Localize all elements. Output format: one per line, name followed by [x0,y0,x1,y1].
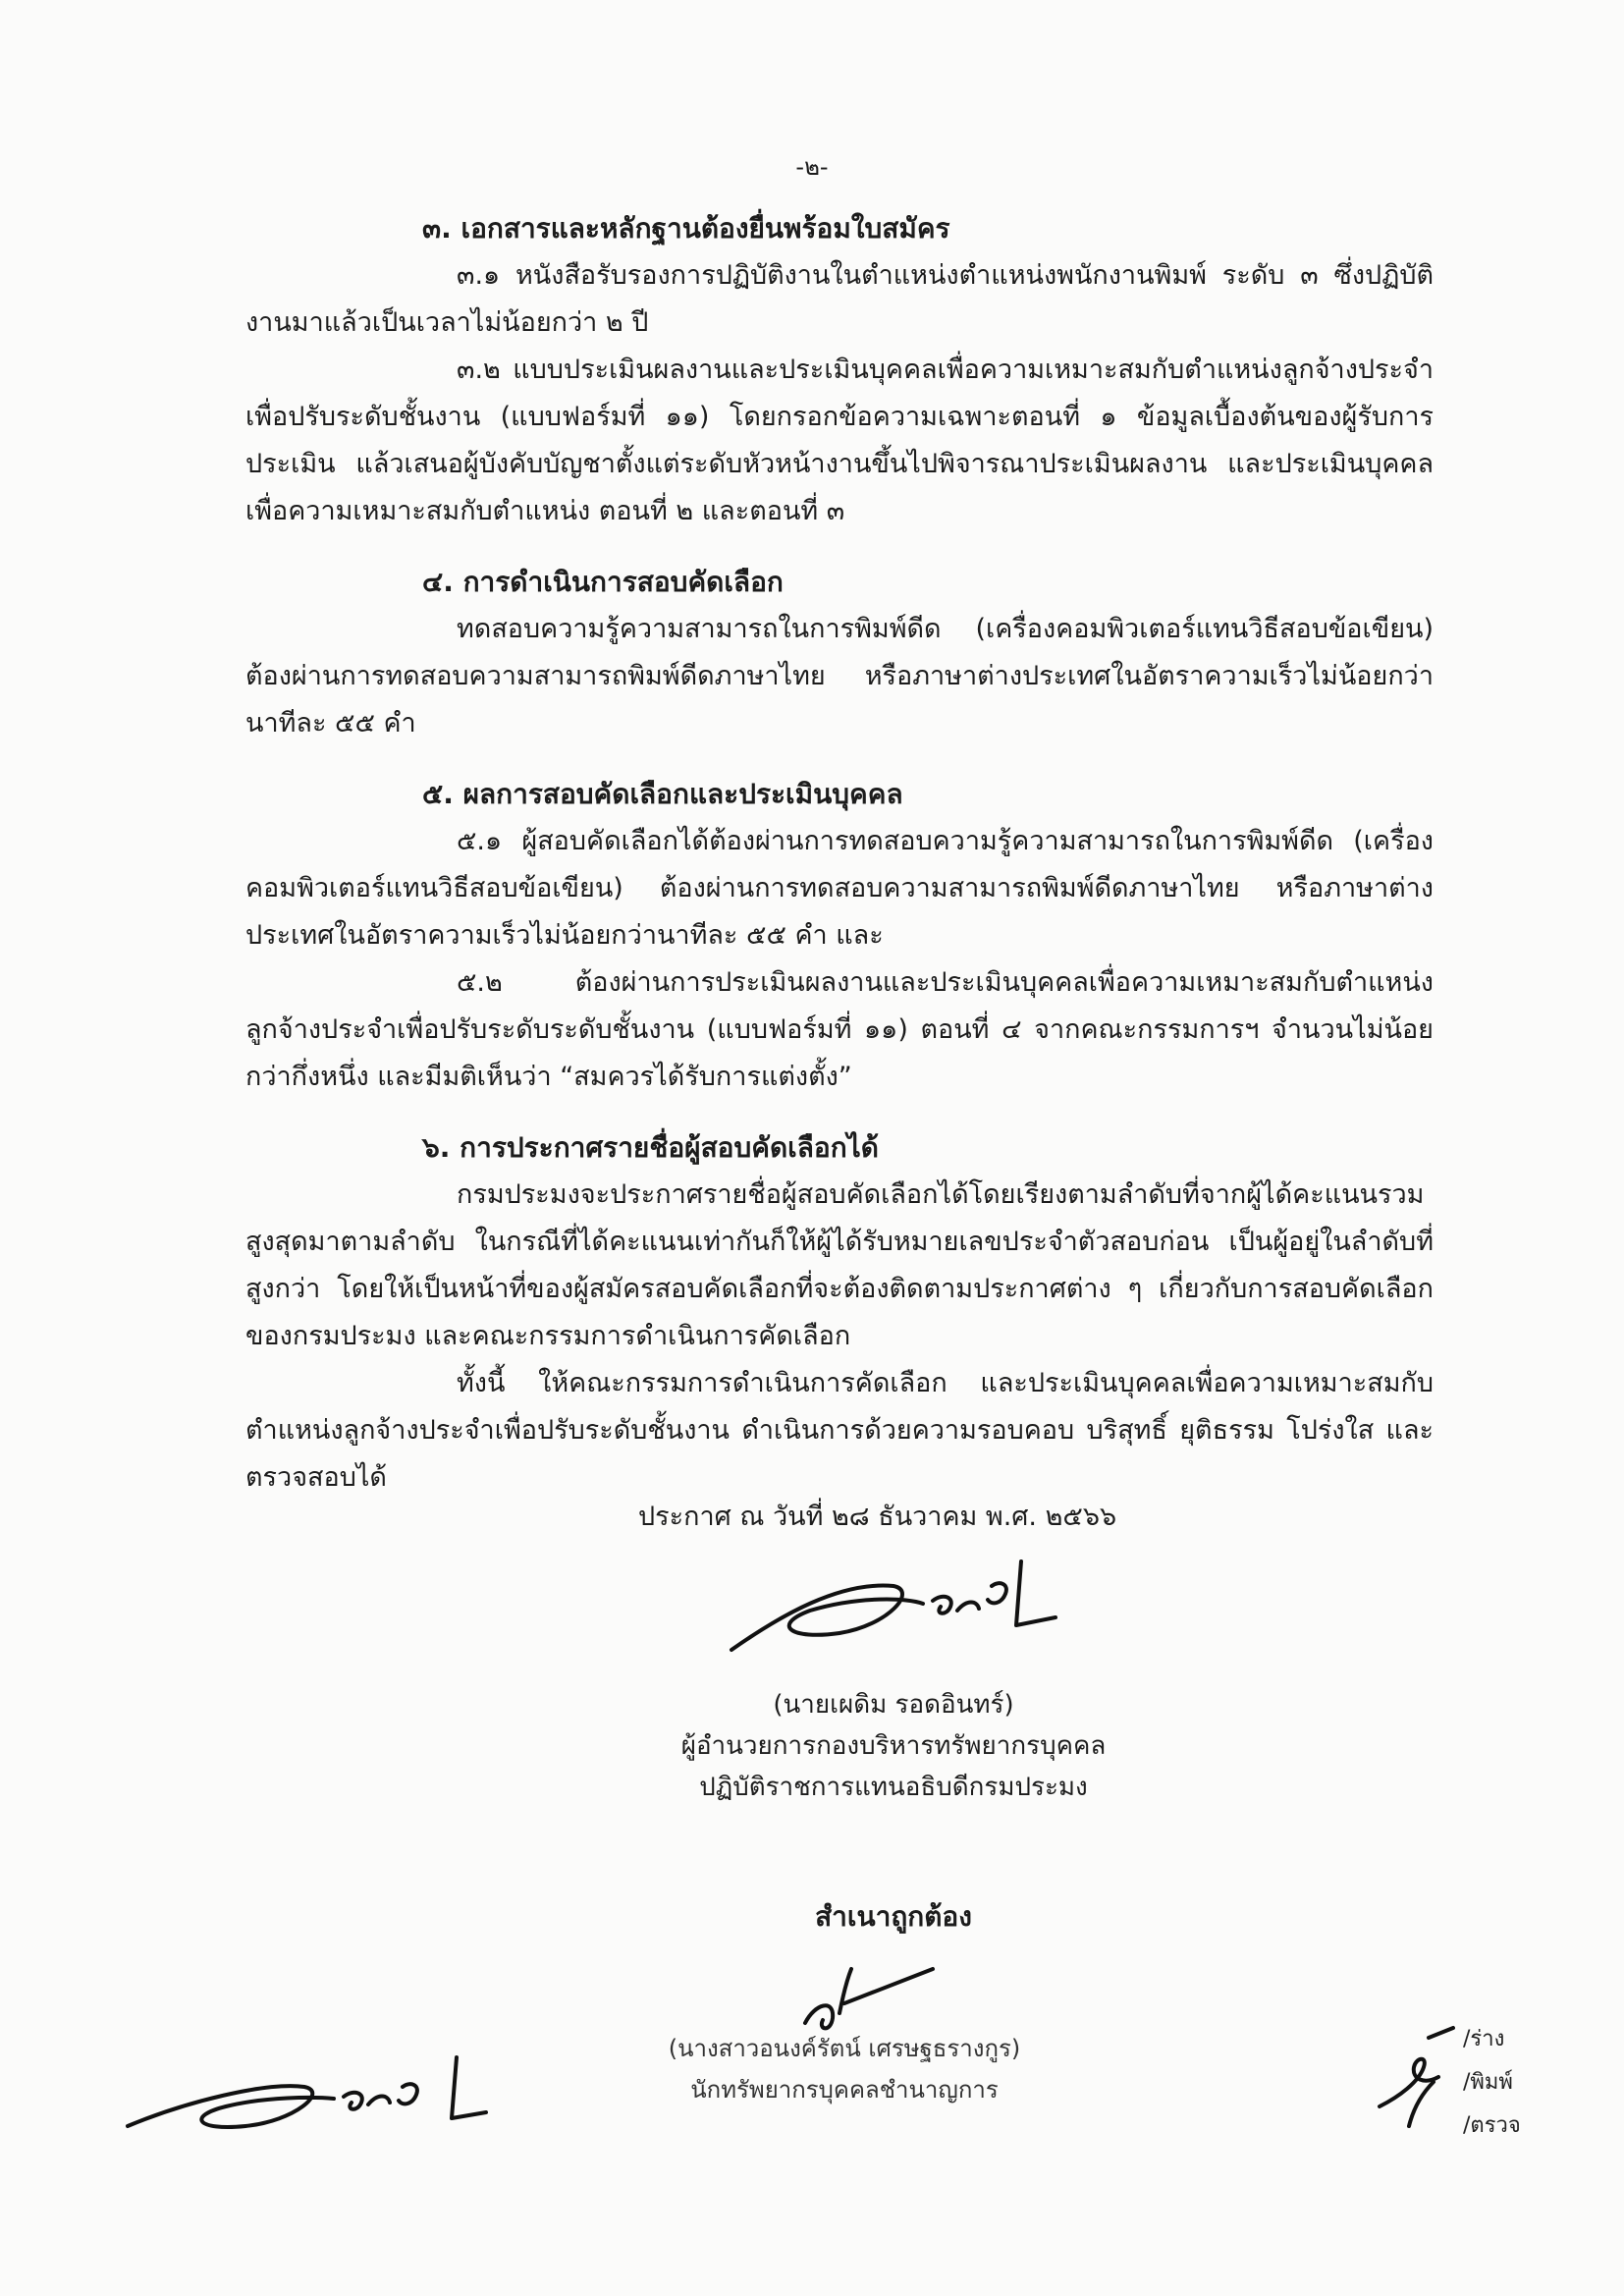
section-heading: ๖. การประกาศรายชื่อผู้สอบคัดเลือกได้ [422,1131,879,1164]
certifier-position: นักทรัพยากรบุคคลชำนาญการ [690,2076,999,2104]
signatory-position: ผู้อำนวยการกองบริหารทรัพยากรบุคคล [680,1731,1107,1761]
section-heading: ๓. เอกสารและหลักฐานต้องยื่นพร้อมใบสมัคร [422,212,950,245]
section-exam-results [245,771,1434,1101]
paragraph: ๕.๒ ต้องผ่านการประเมินผลงานและประเมินบุคคลเพื่อความเหมาะสมกับตำแหน่งลูกจ้างประจำเพื่อปรับระดับระดับชั้นงาน (แบบฟอร์มที่ ๑๑) ตอนที่ ๔ จากคณะกรรมการฯ จำนวนไม่น้อยกว่ากึ่งหนึ่ง และมีมติเห็นว่า “สมควรได้รับการแต่งตั้ง” [245,967,1434,1092]
signatory-block [638,1684,1149,1808]
paragraph: ทั้งนี้ ให้คณะกรรมการดำเนินการคัดเลือก และประเมินบุคคลเพื่อความเหมาะสมกับตำแหน่งลูกจ้างประจำเพื่อปรับระดับชั้นงาน ดำเนินการด้วยความรอบคอบ บริสุทธิ์ ยุติธรรม โปร่งใส และตรวจสอบได้ [245,1368,1434,1493]
initials-signature [1370,2018,1468,2136]
director-signature [722,1557,1075,1665]
section-heading: ๔. การดำเนินการสอบคัดเลือก [422,566,784,598]
paragraph: ๓.๑ หนังสือรับรองการปฏิบัติงานในตำแหน่งตำแหน่งพนักงานพิมพ์ ระดับ ๓ ซึ่งปฏิบัติงานมาแล้วเป็นเวลาไม่น้อยกว่า ๒ ปี [245,260,1434,338]
signatory-acting-for: ปฏิบัติราชการแทนอธิบดีกรมประมง [699,1773,1088,1802]
paragraph: ๕.๑ ผู้สอบคัดเลือกได้ต้องผ่านการทดสอบความรู้ความสามารถในการพิมพ์ดีด (เครื่องคอมพิวเตอร์แทนวิธีสอบข้อเขียน) ต้องผ่านการทดสอบความสามารถพิมพ์ดีดภาษาไทย หรือภาษาต่างประเทศในอัตราความเร็วไม่น้อยกว่านาทีละ ๕๕ คำ และ [245,826,1434,951]
mark-typed: /พิมพ์ [1463,2070,1513,2095]
paragraph: ทดสอบความรู้ความสามารถในการพิมพ์ดีด (เครื่องคอมพิวเตอร์แทนวิธีสอบข้อเขียน) ต้องผ่านการทดสอบความสามารถพิมพ์ดีดภาษาไทย หรือภาษาต่างประเทศในอัตราความเร็วไม่น้อยกว่านาทีละ ๕๕ คำ [245,614,1434,738]
draft-check-marks [1463,2018,1521,2148]
left-margin-signature [118,2048,491,2146]
section-announcement [245,1124,1434,1502]
document-body [245,201,1434,1502]
certified-copy-label: สำเนาถูกต้อง [815,1900,972,1933]
paragraph: ๓.๒ แบบประเมินผลงานและประเมินบุคคลเพื่อความเหมาะสมกับตำแหน่งลูกจ้างประจำเพื่อปรับระดับชั้นงาน (แบบฟอร์มที่ ๑๑) โดยกรอกข้อความเฉพาะตอนที่ ๑ ข้อมูลเบื้องต้นของผู้รับการประเมิน แล้วเสนอผู้บังคับบัญชาตั้งแต่ระดับหัวหน้างานขึ้นไปพิจารณาประเมินผลงาน และประเมินบุคคลเพื่อความเหมาะสมกับตำแหน่ง ตอนที่ ๒ และตอนที่ ๓ [245,355,1434,526]
certifier-name: (นางสาวอนงค์รัตน์ เศรษฐธรางกูร) [668,2035,1021,2062]
certifier-block [589,2028,1100,2110]
mark-draft: /ร่าง [1463,2027,1505,2051]
page-number: -๒- [795,153,829,181]
paragraph: กรมประมงจะประกาศรายชื่อผู้สอบคัดเลือกได้โดยเรียงตามลำดับที่จากผู้ได้คะแนนรวมสูงสุดมาตามลำดับ ในกรณีที่ได้คะแนนเท่ากันก็ให้ผู้ได้รับหมายเลขประจำตัวสอบก่อน เป็นผู้อยู่ในลำดับที่สูงกว่า โดยให้เป็นหน้าที่ของผู้สมัครสอบคัดเลือกที่จะต้องติดตามประกาศต่าง ๆ เกี่ยวกับการสอบคัดเลือกของกรมประมง และคณะกรรมการดำเนินการคัดเลือก [245,1179,1434,1351]
mark-checked: /ตรวจ [1463,2113,1521,2138]
section-documents [245,205,1434,535]
section-exam-procedure [245,559,1434,747]
signatory-name: (นายเผดิม รอดอินทร์) [773,1690,1014,1720]
section-heading: ๕. ผลการสอบคัดเลือกและประเมินบุคคล [422,778,903,810]
announcement-date: ประกาศ ณ วันที่ ๒๘ ธันวาคม พ.ศ. ๒๕๖๖ [638,1502,1117,1532]
